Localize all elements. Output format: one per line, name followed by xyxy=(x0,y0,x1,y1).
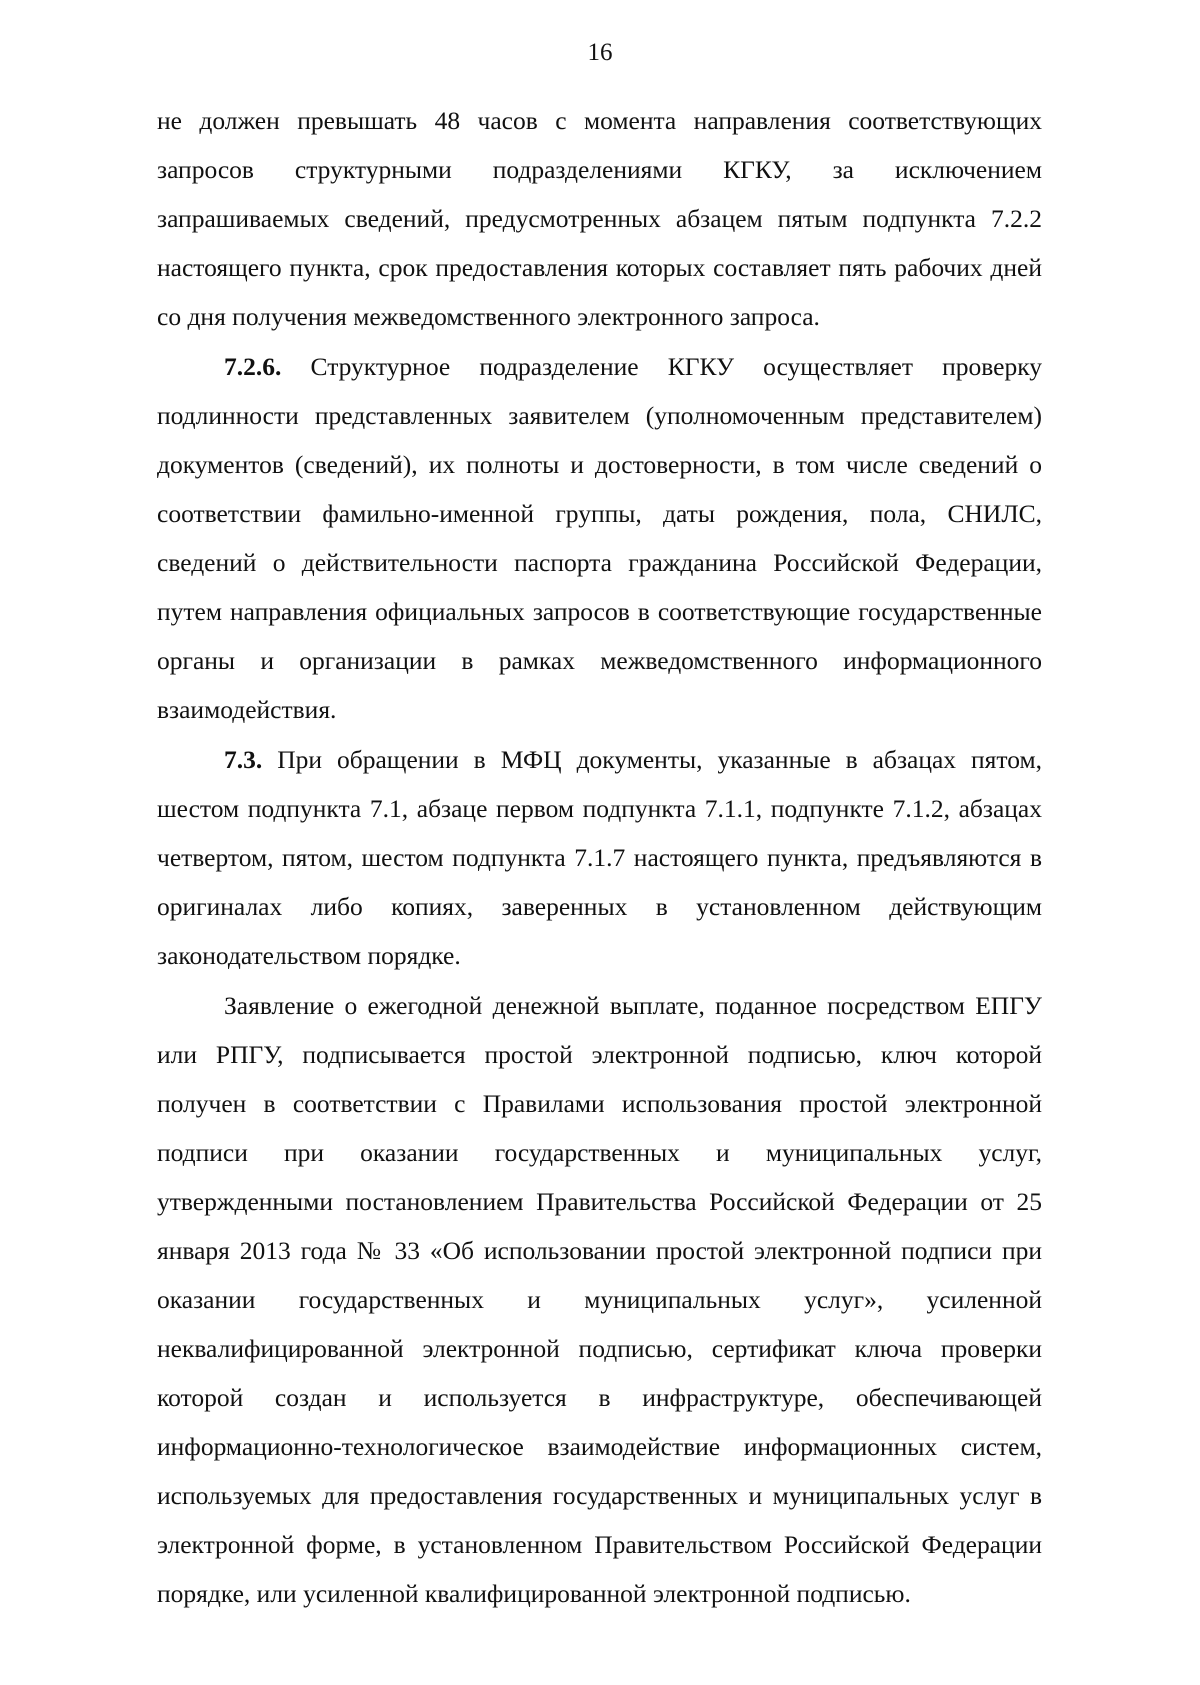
paragraph-signature xyxy=(157,981,1042,1618)
page-number: 16 xyxy=(587,39,613,66)
paragraph-text: Структурное подразделение КГКУ осуществляет проверку подлинности представленных заявителем (уполномоченным представителем) документов (сведений), их полноты и достоверности, в том числе сведений о соответствии фамильно-именной группы, даты рождения, пола, СНИЛС, сведений о действительности паспорта гражданина Российской Федерации, путем направления официальных запросов в соответствующие государственные органы и организации в рамках межведомственного информационного взаимодействия. xyxy=(157,352,1042,724)
paragraph-text: не должен превышать 48 часов с момента направления соответствующих запросов структурными подразделениями КГКУ, за исключением запрашиваемых сведений, предусмотренных абзацем пятым подпункта 7.2.2 настоящего пункта, срок предоставления которых составляет пять рабочих дней со дня получения межведомственного электронного запроса. xyxy=(157,106,1042,331)
paragraph-continuation xyxy=(157,96,1042,341)
paragraph-7-2-6 xyxy=(157,342,1042,734)
clause-number: 7.3. xyxy=(224,745,263,774)
paragraph-text: Заявление о ежегодной денежной выплате, поданное посредством ЕПГУ или РПГУ, подписывается простой электронной подписью, ключ которой получен в соответствии с Правилами использования простой электронной подписи при оказании государственных и муниципальных услуг, утвержденными постановлением Правительства Российской Федерации от 25 января 2013 года № 33 «Об использовании простой электронной подписи при оказании государственных и муниципальных услуг», усиленной неквалифицированной электронной подписью, сертификат ключа проверки которой создан и используется в инфраструктуре, обеспечивающей информационно-технологическое взаимодействие информационных систем, используемых для предоставления государственных и муниципальных услуг в электронной форме, в установленном Правительством Российской Федерации порядке, или усиленной квалифицированной электронной подписью. xyxy=(157,991,1042,1608)
document-body xyxy=(157,96,1042,1618)
clause-number: 7.2.6. xyxy=(224,352,282,381)
paragraph-7-3 xyxy=(157,735,1042,980)
paragraph-text: При обращении в МФЦ документы, указанные в абзацах пятом, шестом подпункта 7.1, абзаце первом подпункта 7.1.1, подпункте 7.1.2, абзацах четвертом, пятом, шестом подпункта 7.1.7 настоящего пункта, предъявляются в оригиналах либо копиях, заверенных в установленном действующим законодательством порядке. xyxy=(157,745,1042,970)
